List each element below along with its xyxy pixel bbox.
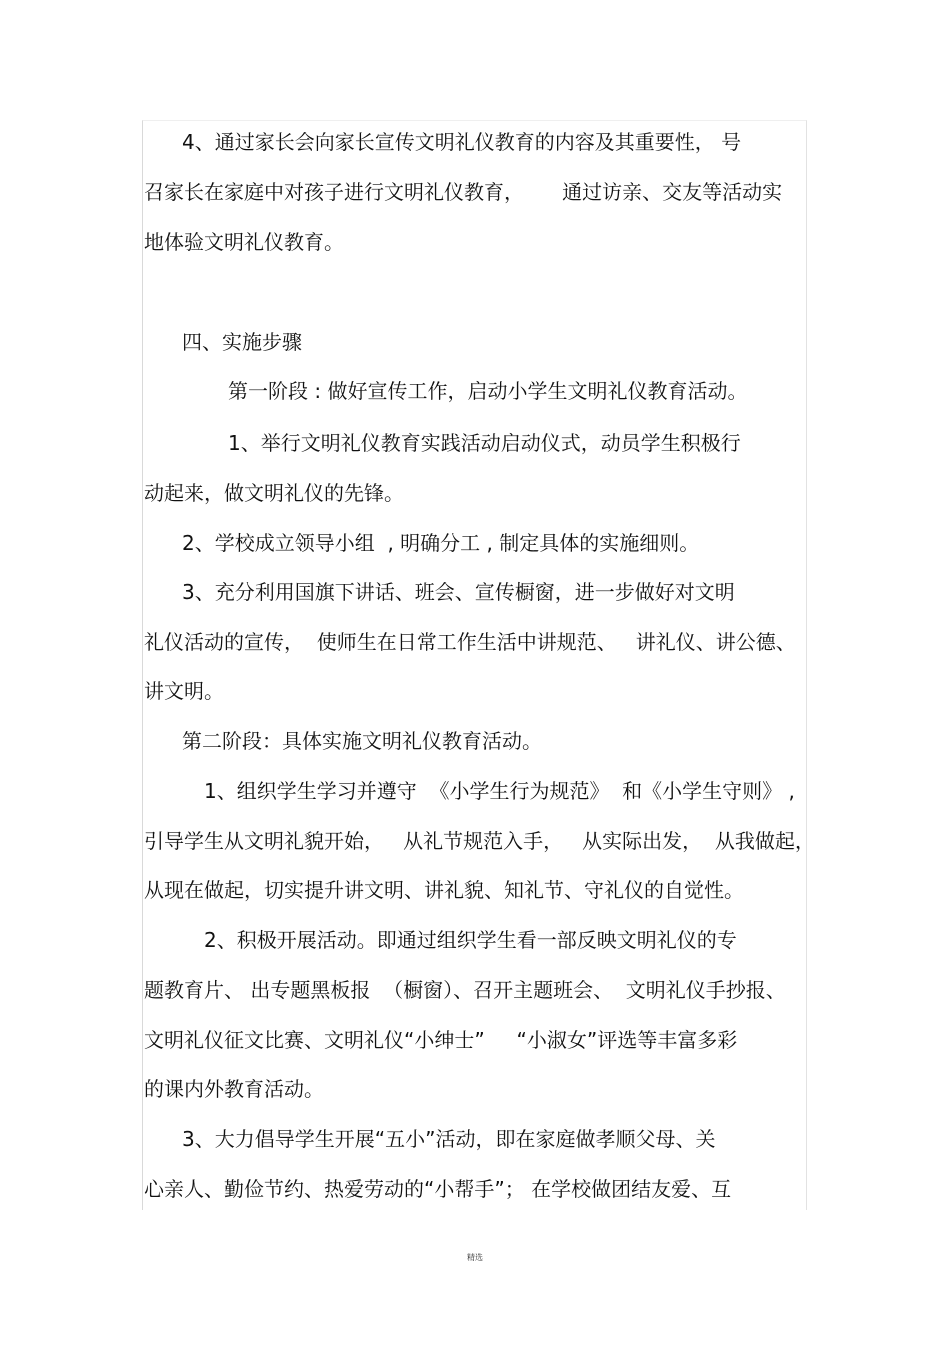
text-line: 引导学生从文明礼貌开始， 从礼节规范入手， 从实际出发， 从我做起， (144, 829, 815, 853)
page-footer-label: 精选 (467, 1253, 483, 1262)
text-line: 从现在做起，切实提升讲文明、讲礼貌、知礼节、守礼仪的自觉性。 (144, 878, 744, 902)
text-line: 1、举行文明礼仪教育实践活动启动仪式，动员学生积极行 (228, 431, 741, 455)
text-line: 1、组织学生学习并遵守 《小学生行为规范》 和《小学生守则》 , (204, 779, 795, 803)
text-line: 召家长在家庭中对孩子进行文明礼仪教育， 通过访亲、交友等活动实 (144, 180, 783, 204)
section-heading: 四、实施步骤 (182, 330, 302, 354)
text-line: 4、通过家长会向家长宣传文明礼仪教育的内容及其重要性， 号 (182, 130, 742, 154)
text-line: 题教育片、 出专题黑板报 （橱窗）、召开主题班会、 文明礼仪手抄报、 (144, 978, 786, 1002)
text-line: 3、大力倡导学生开展“五小”活动，即在家庭做孝顺父母、关 (182, 1127, 716, 1151)
text-line: 2、学校成立领导小组 , 明确分工 , 制定具体的实施细则。 (182, 531, 700, 555)
text-line: 动起来，做文明礼仪的先锋。 (144, 481, 404, 505)
stage-heading: 第二阶段：具体实施文明礼仪教育活动。 (182, 729, 542, 753)
text-line: 讲文明。 (144, 679, 224, 703)
text-line: 礼仪活动的宣传， 使师生在日常工作生活中讲规范、 讲礼仪、讲公德、 (144, 630, 796, 654)
text-line: 文明礼仪征文比赛、文明礼仪“小绅士” “小淑女”评选等丰富多彩 (144, 1028, 738, 1052)
stage-heading: 第一阶段 : 做好宣传工作，启动小学生文明礼仪教育活动。 (228, 379, 748, 403)
text-line: 3、充分利用国旗下讲话、班会、宣传橱窗，进一步做好对文明 (182, 580, 735, 604)
text-line: 心亲人、勤俭节约、热爱劳动的“小帮手”； 在学校做团结友爱、互 (144, 1177, 732, 1201)
text-line: 地体验文明礼仪教育。 (144, 230, 344, 254)
text-line: 的课内外教育活动。 (144, 1077, 324, 1101)
text-line: 2、积极开展活动。即通过组织学生看一部反映文明礼仪的专 (204, 928, 737, 952)
